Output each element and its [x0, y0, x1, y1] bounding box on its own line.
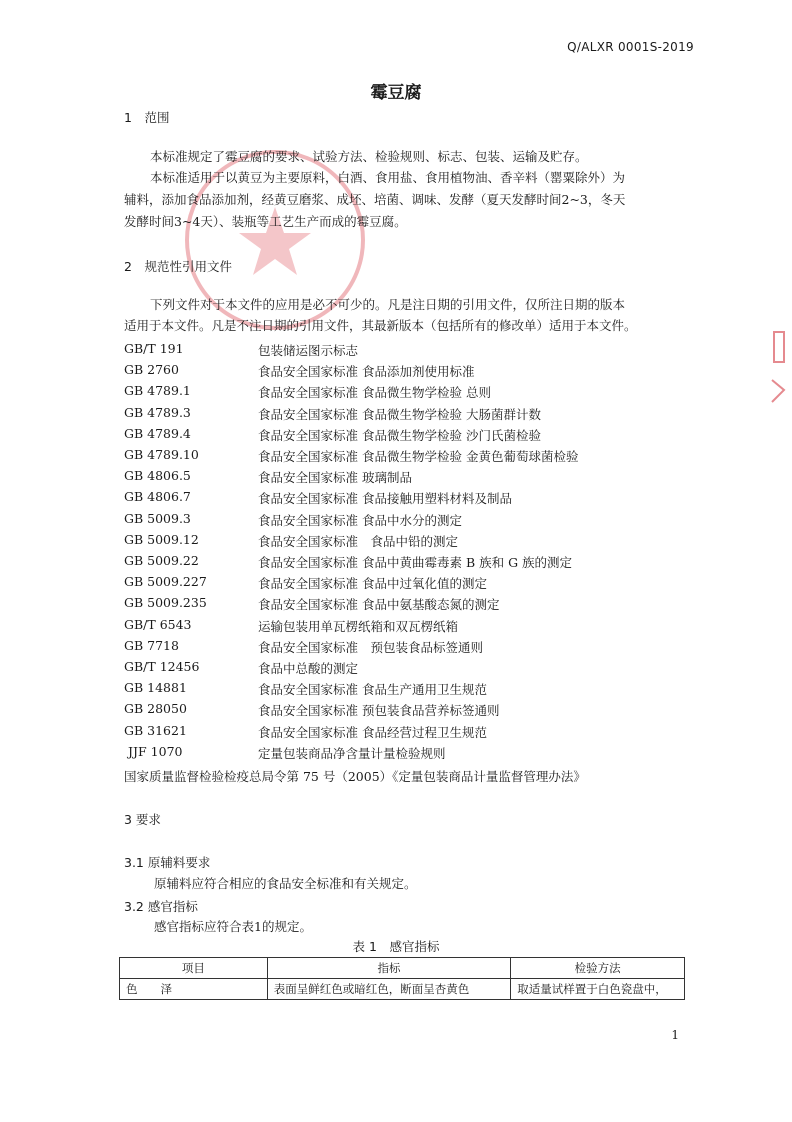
- table-header-indicator: 指标: [267, 958, 511, 979]
- reference-code: JJF 1070: [128, 743, 183, 759]
- reference-code: GB 31621: [124, 722, 187, 738]
- document-title: 霉豆腐: [370, 83, 422, 103]
- reference-code: GB 4789.10: [124, 447, 199, 462]
- reference-title: 运输包装用单瓦楞纸箱和双瓦楞纸箱: [258, 618, 459, 634]
- table-header-item: 项目: [120, 958, 268, 979]
- reference-title: 食品安全国家标准 食品微生物学检验 沙门氏菌检验: [258, 427, 541, 443]
- table-1-caption: 表 1 感官指标: [352, 939, 440, 954]
- page-edge-mark: [762, 320, 792, 440]
- table-cell-item: 色 泽: [120, 979, 268, 1000]
- references-intro-line-2: 适用于本文件。凡是不注日期的引用文件，其最新版本（包括所有的修改单）适用于本文件。: [124, 318, 637, 333]
- reference-title: 食品安全国家标准 食品经营过程卫生规范: [258, 724, 487, 740]
- section-1-heading: 1 范围: [124, 110, 170, 125]
- section-3-1-text: 原辅料应符合相应的食品安全标准和有关规定。: [154, 876, 417, 891]
- reference-code: GB 2760: [124, 362, 179, 378]
- reference-title: 食品安全国家标准 食品微生物学检验 总则: [258, 385, 491, 401]
- sensory-table: [119, 957, 685, 1000]
- section-3-2-heading: 3.2 感官指标: [124, 899, 198, 914]
- reference-code: GB 14881: [124, 680, 187, 696]
- table-header-method: 检验方法: [511, 958, 685, 979]
- reference-code: GB 4789.4: [124, 425, 191, 441]
- page-number: 1: [671, 1028, 679, 1042]
- reference-code: GB 4789.3: [124, 404, 191, 420]
- section-3-1-heading: 3.1 原辅料要求: [124, 855, 211, 870]
- reference-code: GB 28050: [124, 701, 187, 717]
- table-row: [120, 979, 685, 1000]
- scope-paragraph-1: 本标准规定了霉豆腐的要求、试验方法、检验规则、标志、包装、运输及贮存。: [150, 149, 588, 164]
- reference-title: 食品安全国家标准 食品中过氧化值的测定: [258, 576, 487, 592]
- reference-title: 食品安全国家标准 食品中黄曲霉毒素 B 族和 G 族的测定: [258, 555, 573, 570]
- reference-title: 食品中总酸的测定: [258, 661, 359, 676]
- reference-title: 包装储运图示标志: [258, 343, 359, 358]
- reference-title: 定量包装商品净含量计量检验规则: [258, 745, 446, 761]
- section-2-heading: 2 规范性引用文件: [124, 259, 232, 274]
- table-cell-indicator: 表面呈鲜红色或暗红色，断面呈杏黄色: [267, 979, 511, 1000]
- reference-title: 食品安全国家标准 预包装食品标签通则: [258, 639, 484, 655]
- reference-code: GB 5009.3: [124, 510, 191, 526]
- reference-title: 食品安全国家标准 食品生产通用卫生规范: [258, 682, 487, 698]
- reference-title: 食品安全国家标准 食品微生物学检验 金黄色葡萄球菌检验: [258, 449, 579, 464]
- scope-paragraph-2-line-3: 发酵时间3~4天）、装瓶等工艺生产而成的霉豆腐。: [124, 214, 407, 229]
- reference-title: 食品安全国家标准 预包装食品营养标签通则: [258, 703, 500, 719]
- reference-code: GB 5009.22: [124, 553, 199, 568]
- reference-title: 食品安全国家标准 食品中水分的测定: [258, 512, 462, 528]
- reference-code: GB/T 12456: [124, 659, 200, 674]
- decree-reference: 国家质量监督检验检疫总局令第 75 号（2005）《定量包装商品计量监督管理办法》: [124, 769, 586, 784]
- reference-code: GB 4789.1: [124, 383, 191, 399]
- references-intro-line-1: 下列文件对于本文件的应用是必不可少的。凡是注日期的引用文件，仅所注日期的版本: [150, 297, 626, 312]
- section-3-2-text: 感官指标应符合表1的规定。: [154, 919, 312, 934]
- reference-title: 食品安全国家标准 食品中铅的测定: [258, 533, 459, 549]
- scope-paragraph-2-line-2: 辅料，添加食品添加剂，经黄豆磨浆、成坯、培菌、调味、发酵（夏天发酵时间2~3，冬天: [124, 192, 626, 207]
- section-3-heading: 3 要求: [124, 812, 161, 827]
- standard-number: Q/ALXR 0001S-2019: [567, 40, 694, 54]
- reference-code: GB/T 191: [124, 341, 184, 356]
- reference-title: 食品安全国家标准 食品添加剂使用标准: [258, 364, 475, 380]
- reference-code: GB 5009.235: [124, 595, 207, 611]
- reference-code: GB 4806.7: [124, 489, 191, 505]
- reference-title: 食品安全国家标准 食品微生物学检验 大肠菌群计数: [258, 406, 541, 422]
- reference-title: 食品安全国家标准 食品中氨基酸态氮的测定: [258, 597, 500, 613]
- reference-code: GB 4806.5: [124, 468, 191, 484]
- reference-code: GB 5009.12: [124, 531, 199, 547]
- reference-code: GB 7718: [124, 637, 179, 653]
- reference-code: GB/T 6543: [124, 616, 192, 632]
- scope-paragraph-2-line-1: 本标准适用于以黄豆为主要原料，白酒、食用盐、食用植物油、香辛料（罂粟除外）为: [150, 170, 626, 185]
- table-cell-method: 取适量试样置于白色瓷盘中，: [511, 979, 685, 1000]
- reference-title: 食品安全国家标准 食品接触用塑料材料及制品: [258, 491, 512, 507]
- reference-title: 食品安全国家标准 玻璃制品: [258, 470, 412, 486]
- reference-code: GB 5009.227: [124, 574, 207, 590]
